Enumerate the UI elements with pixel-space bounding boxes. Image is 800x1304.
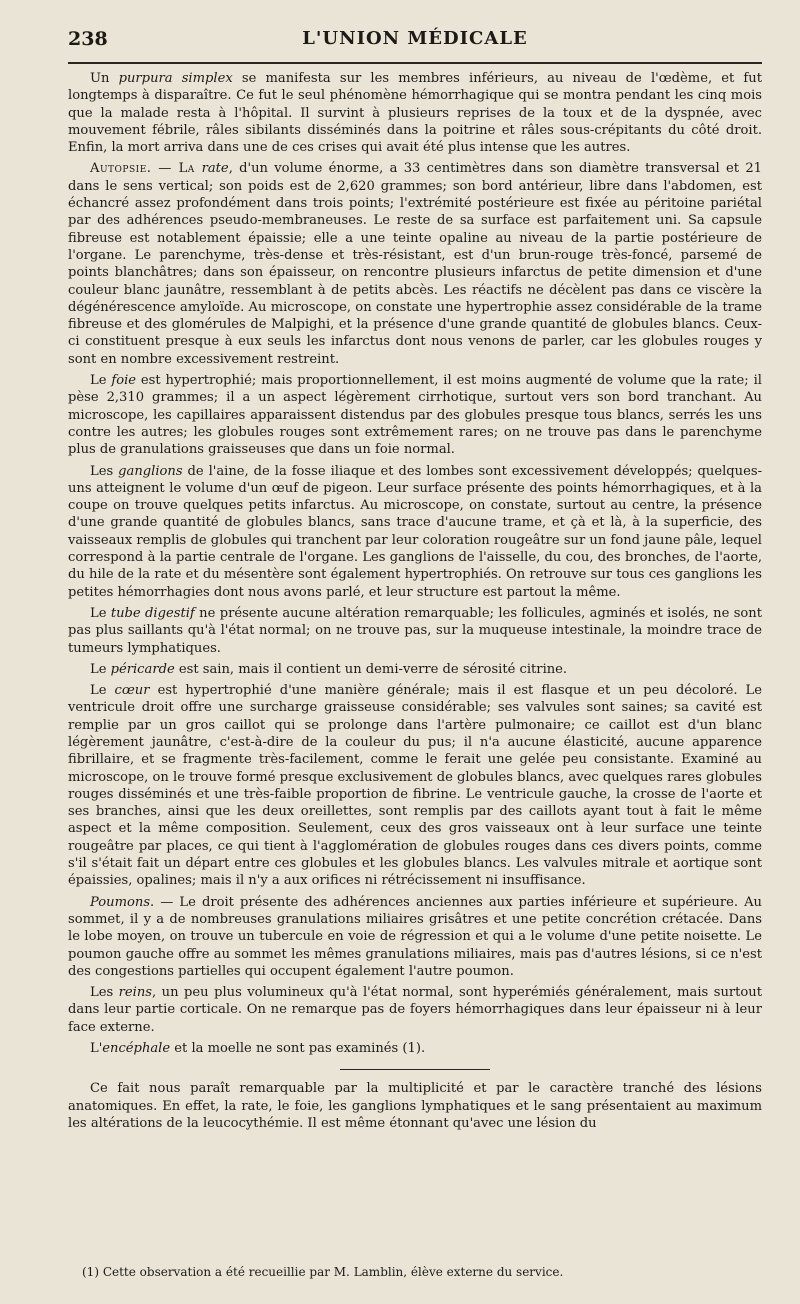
paragraph-text: , un peu plus volumineux qu'à l'état normal, sont hyperémiés généralement, mais surtout dans leur partie corticale. On ne remarque pas de foyers hémorrhagiques dans leur épaisseur ni à leur face externe. (68, 985, 762, 1035)
paragraph-text: et la moelle ne sont pas examinés (1). (170, 1041, 426, 1057)
running-title: L'UNION MÉDICALE (302, 28, 528, 49)
section-rule (340, 1069, 490, 1070)
paragraph-subject: Poumons (90, 894, 151, 910)
paragraph (68, 160, 762, 368)
paragraph-text: , d'un volume énorme, a 33 centimètres dans son diamètre transversal et 21 dans le sens vertical; son poids est de 2,620 grammes; son bord antérieur, libre dans l'abdomen, est échancré assez profondément dans trois points; l'extrémité postérieure est fixée au péritoine pariétal par des adhérences pseudo-membraneuses. Le reste de sa surface est parfaitement uni. Sa capsule fibreuse est notablement épaissie; elle a une teinte opaline au niveau de la partie postérieure de l'organe. Le parenchyme, très-dense et très-résistant, est d'un brun-rouge très-foncé, parsemé de points blanchâtres; dans son épaisseur, on rencontre plusieurs infarctus de petite dimension et d'une couleur blanc jaunâtre, ressemblant à de petits abcès. Les réactifs ne décèlent pas dans ce viscère la dégénérescence amyloïde. Au microscope, on constate une hypertrophie assez considérable de la trame fibreuse et des glomérules de Malpighi, et la présence d'une grande quantité de globules blancs. Ceux-ci constituent presque à eux seuls les infarctus dont nous venons de parler, car les globules rouges y sont en nombre excessivement restreint. (68, 161, 762, 367)
paragraph-prefix: Le (90, 683, 115, 699)
paragraph-text: de l'aine, de la fosse iliaque et des lombes sont excessivement développés; quelques-uns atteignent le volume d'un œuf de pigeon. Leur surface présente des points hémorrhagiques, et à la coupe on trouve quelques petits infarctus. Au microscope, on constate, surtout au centre, la présence d'une grande quantité de globules blancs, sans trace d'aucune trame, et çà et là, à la superficie, des vaisseaux remplis de globules qui tranchent par leur coloration rougeâtre sur un fond jaune pâle, lequel correspond à la partie centrale de l'organe. Les ganglions de l'aisselle, du cou, des bronches, de l'aorte, du hile de la rate et du mésentère sont également hypertrophiés. On retrouve sur tous ces ganglions les petites hémorrhagies dont nous avons parlé, et leur structure est partout la même. (68, 463, 762, 600)
paragraph (68, 984, 762, 1036)
paragraph-subject: cœur (114, 683, 150, 699)
paragraph (68, 661, 762, 678)
page-number: 238 (68, 28, 108, 50)
paragraph-subject: foie (111, 373, 137, 389)
paragraph-subject: rate (201, 161, 229, 177)
paragraph-text: . — Le droit présente des adhérences anciennes aux parties inférieure et supérieure. Au sommet, il y a de nombreuses granulations miliaires grisâtres et une petite concrétion crétacée. Dans le lobe moyen, on trouve un tubercule en voie de régression et qui a le volume d'une petite noisette. Le poumon gauche offre au sommet les mêmes granulations miliaires, mais pas d'autres lésions, si ce n'est des congestions partielles qui occupent également l'autre poumon. (68, 894, 762, 979)
paragraph-subject: ganglions (118, 463, 183, 479)
paragraph-subject: encéphale (102, 1041, 171, 1057)
paragraph-subject: tube digestif (110, 605, 195, 621)
paragraph-text: se manifesta sur les membres inférieurs, au niveau de l'œdème, et fut longtemps à disparaître. Ce fut le seul phénomène hémorrhagique qui se montra pendant les cinq mois que la malade resta à l'hôpital. Il survint à plusieurs reprises de la toux et de la dyspnée, avec mouvement fébrile, râles sibilants disséminés dans la poitrine et râles sous-crépitants du côté droit. Enfin, la mort arriva dans une de ces crises qui avait été plus intense que les autres. (68, 71, 762, 156)
paragraph-subject: reins (118, 985, 153, 1001)
paragraph-subject: purpura simplex (118, 71, 233, 86)
paragraph-text: Ce fait nous paraît remarquable par la multiplicité et par le caractère tranché des lésions anatomiques. En effet, la rate, le foie, les ganglions lymphatiques et le sang présentaient au maximum les altérations de la leucocythémie. Il est même étonnant qu'avec une lésion du (68, 1081, 762, 1131)
paragraph-prefix: Le (90, 605, 111, 621)
page-header (68, 28, 762, 64)
paragraph-prefix: Les (90, 463, 119, 479)
paragraph (68, 463, 762, 601)
paragraph (68, 1080, 762, 1132)
paragraph (68, 1040, 762, 1057)
paragraph-prefix: Les (90, 985, 119, 1001)
paragraph-text: est sain, mais il contient un demi-verre de sérosité citrine. (174, 661, 568, 677)
paragraph-prefix: L' (90, 1041, 103, 1057)
paragraph-subject: péricarde (110, 661, 175, 677)
paragraph-prefix: Autopsie. — La (90, 161, 202, 177)
paragraph (68, 605, 762, 657)
article-body (68, 70, 762, 1132)
paragraph (68, 372, 762, 458)
paragraph (68, 682, 762, 890)
document-page (68, 28, 762, 1288)
paragraph (68, 70, 762, 156)
paragraph-text: est hypertrophié d'une manière générale; mais il est flasque et un peu décoloré. Le ventricule droit offre une surcharge graisseuse considérable; ses valvules sont saines; sa cavité est remplie par un gros caillot qui se prolonge dans l'artère pulmonaire; ce caillot est d'un blanc légèrement jaunâtre, c'est-à-dire de la couleur du pus; il n'a aucune élasticité, aucune apparence fibrillaire, et se fragmente très-facilement, comme le ferait une gelée peu consistante. Examiné au microscope, on le trouve formé presque exclusivement de globules blancs, avec quelques rares globules rouges disséminés et une très-faible proportion de fibrine. Le ventricule gauche, la crosse de l'aorte et ses branches, ainsi que les deux oreillettes, sont remplis par des caillots ayant tout à fait le même aspect et la même composition. Seulement, ceux des gros vaisseaux ont à leur surface une teinte rougeâtre par places, ce qui tient à l'agglomération de globules rouges dans ces divers points, comme s'il s'était fait un départ entre ces globules et les globules blancs. Les valvules mitrale et aortique sont épaissies, opalines; mais il n'y a aux orifices ni rétrécissement ni insuffisance. (68, 683, 762, 889)
paragraph-text: est hypertrophié; mais proportionnellement, il est moins augmenté de volume que la rate; il pèse 2,310 grammes; il a un aspect légèrement cirrhotique, surtout vers son bord tranchant. Au microscope, les capillaires apparaissent distendus par des globules presque tous blancs, serrés les uns contre les autres; les globules rouges sont extrêmement rares; on ne trouve pas dans le parenchyme plus de granulations graisseuses que dans un foie normal. (68, 373, 762, 458)
paragraph-prefix: Le (90, 373, 112, 389)
footnote: (1) Cette observation a été recueillie par M. Lamblin, élève externe du service. (82, 1265, 564, 1279)
paragraph-prefix: Un (90, 71, 119, 86)
paragraph-prefix: Le (90, 661, 111, 677)
paragraph (68, 894, 762, 980)
paragraph-text: ne présente aucune altération remarquable; les follicules, agminés et isolés, ne sont pas plus saillants qu'à l'état normal; on ne trouve pas, sur la muqueuse intestinale, la moindre trace de tumeurs lymphatiques. (68, 605, 762, 656)
